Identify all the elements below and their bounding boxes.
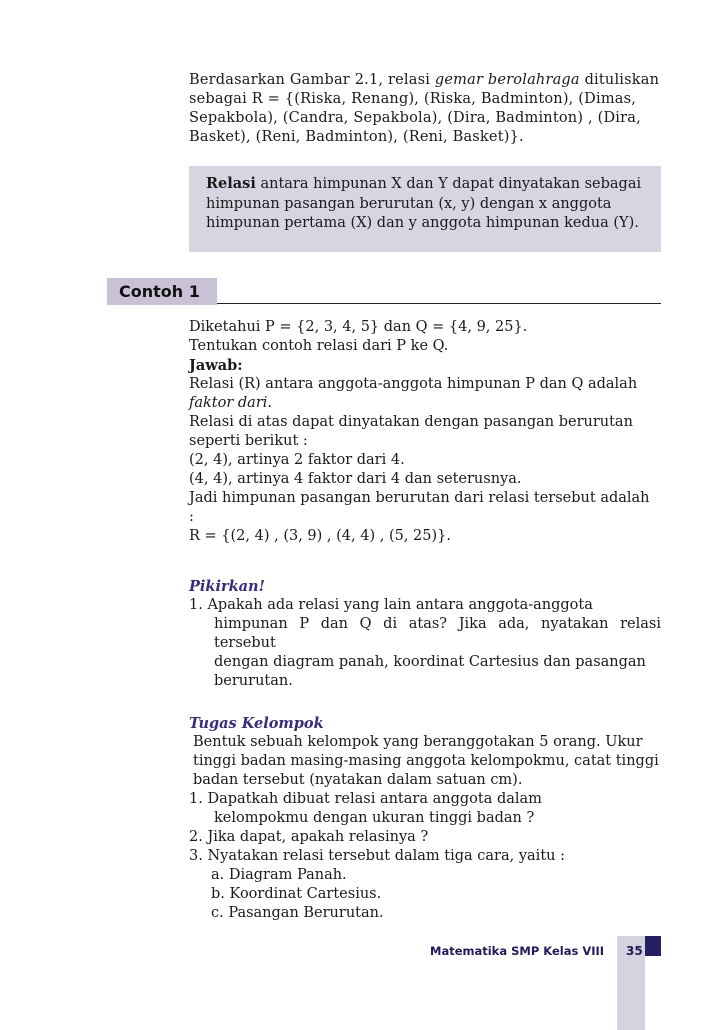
emphasis-gemar-berolahraga: gemar berolahraga	[434, 72, 580, 88]
example-tab: Contoh 1	[107, 278, 217, 305]
think-title: Pikirkan!	[189, 578, 265, 595]
group-task-title: Tugas Kelompok	[189, 715, 324, 732]
group-task-section: Tugas Kelompok Bentuk sebuah kelompok yang beranggotakan 5 orang. Ukur tinggi badan masing-masing anggota kelompokmu, catat tinggi badan tersebut (nyatakan dalam satuan cm). 1. Dapatkah dibuat relasi antara anggota dalam kelompokmu dengan ukuran tinggi badan ? 2. Jika dapat, apakah relasinya ? 3. Nyatakan relasi tersebut dalam tiga cara, yaitu : a. Diagram Panah. b. Koordinat Cartesius. c. Pasangan Berurutan.	[189, 714, 661, 923]
intro-paragraph	[189, 71, 661, 147]
page-corner-block	[645, 936, 661, 956]
intro-line-1: Berdasarkan Gambar 2.1, relasi gemar berolahraga dituliskan	[189, 72, 660, 88]
think-section: Pikirkan! 1. Apakah ada relasi yang lain antara anggota-anggota himpunan P dan Q di atas? Jika ada, nyatakan relasi tersebut dengan diagram panah, koordinat Cartesius dan pasangan berurutan.	[189, 578, 661, 689]
example-divider	[217, 303, 661, 304]
answer-label: Jawab:	[189, 357, 243, 374]
page-number: 35	[626, 944, 643, 958]
intro-line-4: Basket), (Reni, Badminton), (Reni, Basket)}.	[189, 129, 524, 145]
intro-line-2: sebagai R = {(Riska, Renang), (Riska, Badminton), (Dimas,	[189, 91, 637, 107]
intro-line-3: Sepakbola), (Candra, Sepakbola), (Dira, Badminton) , (Dira,	[189, 110, 641, 126]
example-body: Diketahui P = {2, 3, 4, 5} dan Q = {4, 9, 25}. Tentukan contoh relasi dari P ke Q. Jawab: Relasi (R) antara anggota-anggota himpunan P dan Q adalah faktor dari. Relasi di atas dapat dinyatakan dengan pasangan berurutan seperti berikut : (2, 4), artinya 2 faktor dari 4. (4, 4), artinya 4 faktor dari 4 dan seterusnya. Jadi himpunan pasangan berurutan dari relasi tersebut adalah : R = {(2, 4) , (3, 9) , (4, 4) , (5, 25)}.	[189, 318, 661, 546]
footer-book-title: Matematika SMP Kelas VIII	[430, 944, 605, 958]
definition-text: Relasi antara himpunan X dan Y dapat dinyatakan sebagai himpunan pasangan berurutan (x, y) dengan x anggota himpunan pertama (X) dan y anggota himpunan kedua (Y).	[206, 175, 642, 231]
definition-term: Relasi	[206, 175, 256, 192]
